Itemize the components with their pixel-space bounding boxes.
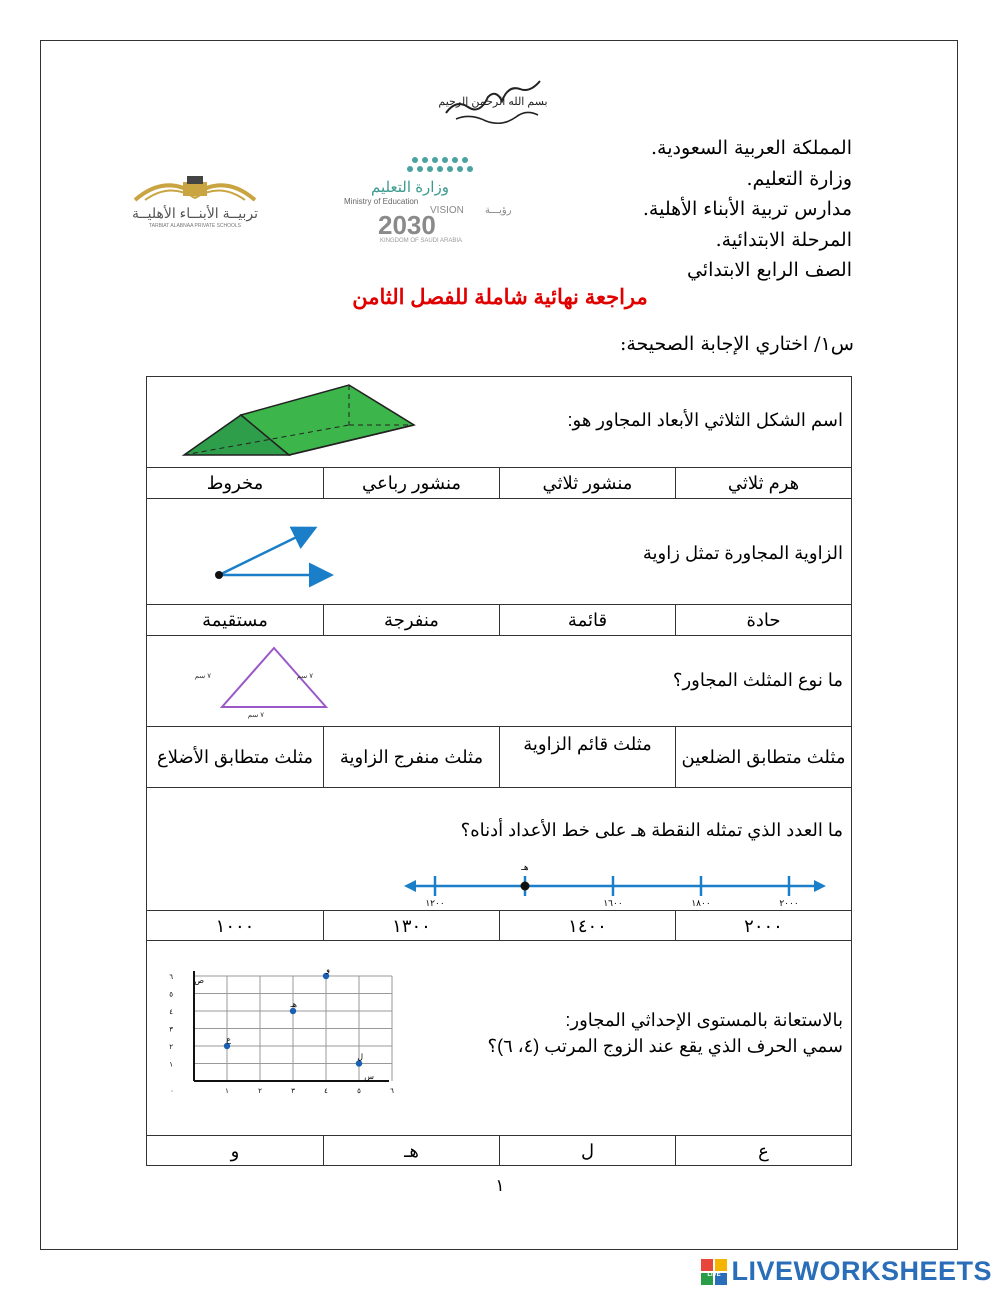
option-c[interactable]: هـ [324, 1136, 500, 1166]
svg-text:٧ سم: ٧ سم [194, 673, 211, 680]
question-instruction: س١/ اختاري الإجابة الصحيحة: [619, 333, 854, 355]
triangular-prism-figure [179, 383, 429, 461]
svg-text:هـ: هـ [521, 862, 529, 872]
svg-text:LIVE: LIVE [707, 1271, 722, 1278]
question-text: ما العدد الذي تمثله النقطة هـ على خط الأعداد أدناه؟ [460, 820, 843, 840]
question-text [488, 1007, 843, 1059]
svg-text:١٢٠٠: ١٢٠٠ [425, 898, 445, 908]
y-tick-label: ٢ [169, 1044, 173, 1051]
plane-point-label: هـ [290, 1000, 297, 1009]
question-row [147, 636, 852, 727]
svg-text:س: س [364, 1072, 374, 1081]
equilateral-triangle-figure [194, 644, 339, 720]
question-text: اسم الشكل الثلاثي الأبعاد المجاور هو: [567, 410, 843, 430]
svg-text:2030: 2030 [378, 210, 436, 240]
ministry-logo [330, 150, 545, 245]
option-a[interactable]: ٢٠٠٠ [676, 911, 852, 941]
option-d[interactable]: مستقيمة [147, 605, 324, 636]
svg-text:تربيــة الأبنــاء الأهليــة: تربيــة الأبنــاء الأهليــة [131, 205, 259, 221]
svg-text:١٦٠٠: ١٦٠٠ [603, 898, 623, 908]
option-a[interactable]: حادة [676, 605, 852, 636]
question-text-line2: سمي الحرف الذي يقع عند الزوج المرتب (٤، ٦)؟ [487, 1036, 843, 1056]
school-header [643, 133, 852, 286]
option-b[interactable]: منشور ثلاثي [500, 468, 676, 499]
svg-text:١٨٠٠: ١٨٠٠ [691, 898, 711, 908]
plane-point-label: و [326, 965, 330, 974]
option-a[interactable]: مثلث متطابق الضلعين [676, 727, 852, 788]
school-logo [95, 170, 295, 230]
coordinate-plane-figure [169, 963, 399, 1103]
header-line-schools: مدارس تربية الأبناء الأهلية. [642, 198, 852, 220]
svg-text:TARBIAT ALABNAA PRIVATE SCHOOL: TARBIAT ALABNAA PRIVATE SCHOOLS [148, 223, 242, 229]
x-tick-label: ٥ [357, 1088, 361, 1095]
liveworksheets-logo-icon [701, 1259, 727, 1285]
question-text: الزاوية المجاورة تمثل زاوية [642, 543, 843, 563]
angle-figure [209, 511, 339, 591]
options-row [147, 605, 852, 636]
options-row [147, 727, 852, 788]
y-tick-label: ٤ [169, 1009, 173, 1016]
question-text: ما نوع المثلث المجاور؟ [672, 670, 843, 690]
option-d[interactable]: مخروط [147, 468, 324, 499]
option-b[interactable]: مثلث قائم الزاوية [500, 727, 676, 788]
svg-text:بسم الله الرحمن الرحيم: بسم الله الرحمن الرحيم [438, 96, 548, 108]
plane-point-label: ل [357, 1052, 363, 1062]
x-tick-label: ٢ [258, 1088, 262, 1095]
option-c[interactable]: منشور رباعي [324, 468, 500, 499]
x-tick-label: ٦ [390, 1088, 394, 1095]
svg-text:٧ سم: ٧ سم [247, 712, 264, 719]
option-d[interactable]: و [147, 1136, 324, 1166]
svg-text:ص: ص [194, 976, 204, 985]
option-b[interactable]: ١٤٠٠ [500, 911, 676, 941]
option-d[interactable]: مثلث متطابق الأضلاع [147, 727, 324, 788]
brand-name: LIVEWORKSHEETS [731, 1256, 992, 1286]
question-text-line1: بالاستعانة بالمستوى الإحداثي المجاور: [565, 1010, 843, 1030]
header-line-grade: الصف الرابع الابتدائي [686, 259, 852, 281]
option-c[interactable]: منفرجة [324, 605, 500, 636]
svg-text:VISION: VISION [430, 205, 464, 216]
question-cell [147, 788, 852, 911]
x-tick-label: ٣ [291, 1088, 295, 1095]
question-cell [147, 941, 852, 1136]
options-row [147, 1136, 852, 1166]
option-c[interactable]: مثلث منفرج الزاوية [324, 727, 500, 788]
svg-text:KINGDOM OF SAUDI ARABIA: KINGDOM OF SAUDI ARABIA [380, 238, 463, 244]
svg-text:وزارة التعليم: وزارة التعليم [371, 179, 449, 196]
question-cell [147, 499, 852, 605]
x-tick-label: ٠ [170, 1088, 174, 1095]
y-tick-label: ٦ [169, 974, 173, 981]
option-b[interactable]: ل [500, 1136, 676, 1166]
option-a[interactable]: ع [676, 1136, 852, 1166]
options-row [147, 468, 852, 499]
options-row [147, 911, 852, 941]
question-cell [147, 377, 852, 468]
option-a[interactable]: هرم ثلاثي [676, 468, 852, 499]
y-tick-label: ١ [169, 1061, 173, 1069]
y-tick-label: ٥ [169, 991, 173, 999]
plane-point-label: ع [226, 1035, 231, 1044]
page-title: مراجعة نهائية شاملة للفصل الثامن [352, 286, 648, 309]
question-row [147, 377, 852, 468]
option-d[interactable]: ١٠٠٠ [147, 911, 324, 941]
header-line-ministry: وزارة التعليم. [746, 167, 852, 190]
svg-text:رؤيـــة: رؤيـــة [485, 205, 512, 216]
questions-table [146, 376, 852, 1166]
svg-text:Ministry of Education: Ministry of Education [344, 197, 419, 206]
option-b[interactable]: قائمة [500, 605, 676, 636]
question-row [147, 499, 852, 605]
svg-text:٧ سم: ٧ سم [296, 673, 313, 680]
number-line-figure [402, 858, 827, 908]
y-tick-label: ٣ [169, 1026, 173, 1034]
page-number: ١ [495, 1176, 505, 1196]
question-cell [147, 636, 852, 727]
basmala-calligraphy [438, 75, 548, 130]
svg-text:٢٠٠٠: ٢٠٠٠ [779, 898, 799, 908]
x-tick-label: ١ [225, 1088, 229, 1095]
header-line-kingdom: المملكة العربية السعودية. [651, 137, 852, 159]
option-c[interactable]: ١٣٠٠ [324, 911, 500, 941]
liveworksheets-brand[interactable] [701, 1256, 992, 1287]
header-line-stage: المرحلة الابتدائية. [715, 228, 852, 251]
x-tick-label: ٤ [324, 1088, 328, 1095]
question-row [147, 788, 852, 911]
question-row [147, 941, 852, 1136]
